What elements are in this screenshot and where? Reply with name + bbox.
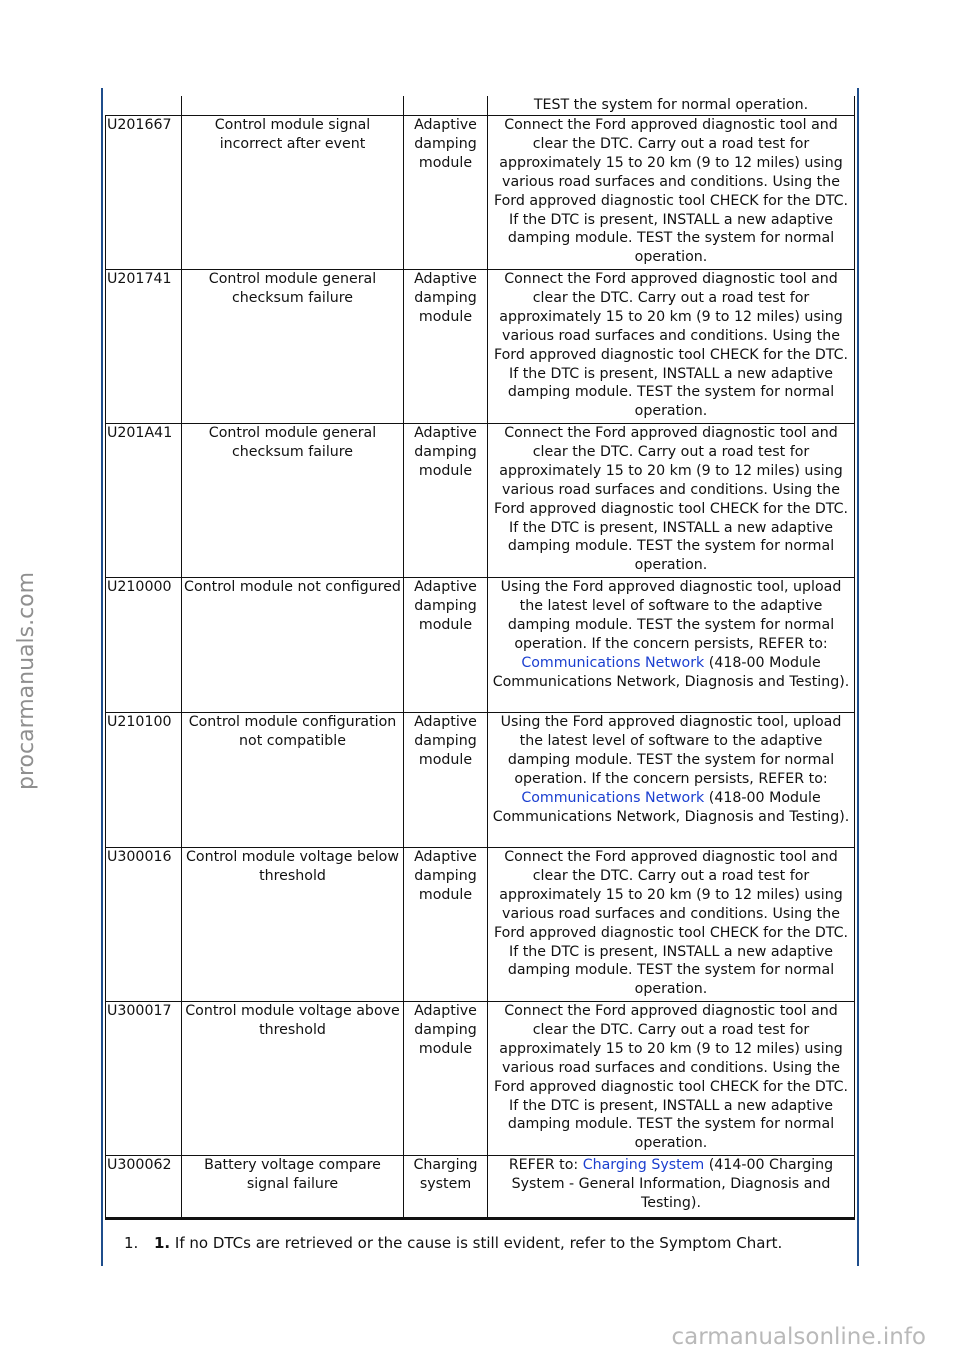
dtc-code-cell: U201667 [106,116,182,270]
action-text-continued: (414-00 Charging System - General Information, Diagnosis and Testing). [511,1157,834,1211]
continuation-description-cell [182,96,404,116]
dtc-code-cell: U210000 [106,578,182,713]
dtc-action-cell [488,848,855,1002]
dtc-action-cell [488,116,855,270]
dtc-description-cell: Control module general checksum failure [182,270,404,424]
action-text: Using the Ford approved diagnostic tool, upload the latest level of software to the adaptive damping module. TEST the system for normal operation. If the concern persists, REFER to: [500,714,842,787]
dtc-action-cell [488,578,855,713]
dtc-source-cell: Adaptive damping module [404,116,488,270]
table-row [106,713,855,848]
dtc-source-cell: Adaptive damping module [404,578,488,713]
dtc-code-cell: U300017 [106,1002,182,1156]
dtc-description-cell: Control module voltage above threshold [182,1002,404,1156]
action-text: Connect the Ford approved diagnostic tool and clear the DTC. Carry out a road test for approximately 15 to 20 km (9 to 12 miles) using various road surfaces and conditions. Using the Ford approved diagnostic tool CHECK for the DTC. If the DTC is present, INSTALL a new adaptive damping module. TEST the system for normal operation. [493,425,849,574]
action-text: Connect the Ford approved diagnostic tool and clear the DTC. Carry out a road test for approximately 15 to 20 km (9 to 12 miles) using various road surfaces and conditions. Using the Ford approved diagnostic tool CHECK for the DTC. If the DTC is present, INSTALL a new adaptive damping module. TEST the system for normal operation. [493,849,849,998]
dtc-source-cell: Charging system [404,1156,488,1219]
dtc-description-cell: Control module configuration not compatible [182,713,404,848]
dtc-description-cell: Control module voltage below threshold [182,848,404,1002]
continuation-code-cell [106,96,182,116]
dtc-code-cell: U201A41 [106,424,182,578]
dtc-table [105,96,855,1220]
dtc-code-cell: U300062 [106,1156,182,1219]
right-margin-rule [857,88,859,1266]
dtc-description-cell: Control module general checksum failure [182,424,404,578]
dtc-code-cell: U201741 [106,270,182,424]
table-row [106,1156,855,1219]
dtc-description-cell: Control module not configured [182,578,404,713]
table-row [106,848,855,1002]
action-text-continued: (418-00 Module Communications Network, Diagnosis and Testing). [492,789,850,825]
footnote [124,1234,854,1253]
table-row [106,116,855,270]
dtc-source-cell: Adaptive damping module [404,270,488,424]
table-row [106,1002,855,1156]
dtc-source-cell: Adaptive damping module [404,713,488,848]
action-text: Connect the Ford approved diagnostic tool and clear the DTC. Carry out a road test for approximately 15 to 20 km (9 to 12 miles) using various road surfaces and conditions. Using the Ford approved diagnostic tool CHECK for the DTC. If the DTC is present, INSTALL a new adaptive damping module. TEST the system for normal operation. [493,117,849,266]
dtc-action-cell [488,713,855,848]
footnote-text: If no DTCs are retrieved or the cause is still evident, refer to the Symptom Chart. [170,1234,783,1252]
refer-link[interactable]: Communications Network [521,654,705,671]
dtc-source-cell: Adaptive damping module [404,1002,488,1156]
footnote-number: 1. [124,1234,139,1252]
action-text: Connect the Ford approved diagnostic tool and clear the DTC. Carry out a road test for approximately 15 to 20 km (9 to 12 miles) using various road surfaces and conditions. Using the Ford approved diagnostic tool CHECK for the DTC. If the DTC is present, INSTALL a new adaptive damping module. TEST the system for normal operation. [493,1003,849,1152]
refer-link[interactable]: Charging System [582,1157,705,1173]
dtc-action-cell [488,1002,855,1156]
dtc-action-cell [488,270,855,424]
continuation-action-cell: TEST the system for normal operation. [488,96,855,116]
action-text: REFER to: [508,1157,583,1173]
action-text: Connect the Ford approved diagnostic tool and clear the DTC. Carry out a road test for approximately 15 to 20 km (9 to 12 miles) using various road surfaces and conditions. Using the Ford approved diagnostic tool CHECK for the DTC. If the DTC is present, INSTALL a new adaptive damping module. TEST the system for normal operation. [493,271,849,420]
dtc-code-cell: U210100 [106,713,182,848]
dtc-action-cell [488,1156,855,1219]
bottom-watermark: carmanualsonline.info [671,1324,926,1350]
dtc-table-body [106,96,855,1219]
action-text-continued: (418-00 Module Communications Network, Diagnosis and Testing). [492,654,850,690]
dtc-description-cell: Battery voltage compare signal failure [182,1156,404,1219]
left-margin-rule [101,88,103,1266]
action-text: Using the Ford approved diagnostic tool, upload the latest level of software to the adaptive damping module. TEST the system for normal operation. If the concern persists, REFER to: [500,579,842,652]
table-row [106,578,855,713]
dtc-code-cell: U300016 [106,848,182,1002]
side-watermark: procarmanuals.com [14,571,39,790]
dtc-action-cell [488,424,855,578]
table-row [106,270,855,424]
dtc-description-cell: Control module signal incorrect after event [182,116,404,270]
dtc-source-cell: Adaptive damping module [404,424,488,578]
continuation-source-cell [404,96,488,116]
refer-link[interactable]: Communications Network [521,789,705,806]
table-row [106,424,855,578]
dtc-source-cell: Adaptive damping module [404,848,488,1002]
continuation-row [106,96,855,116]
footnote-bold-number: 1. [154,1234,171,1252]
